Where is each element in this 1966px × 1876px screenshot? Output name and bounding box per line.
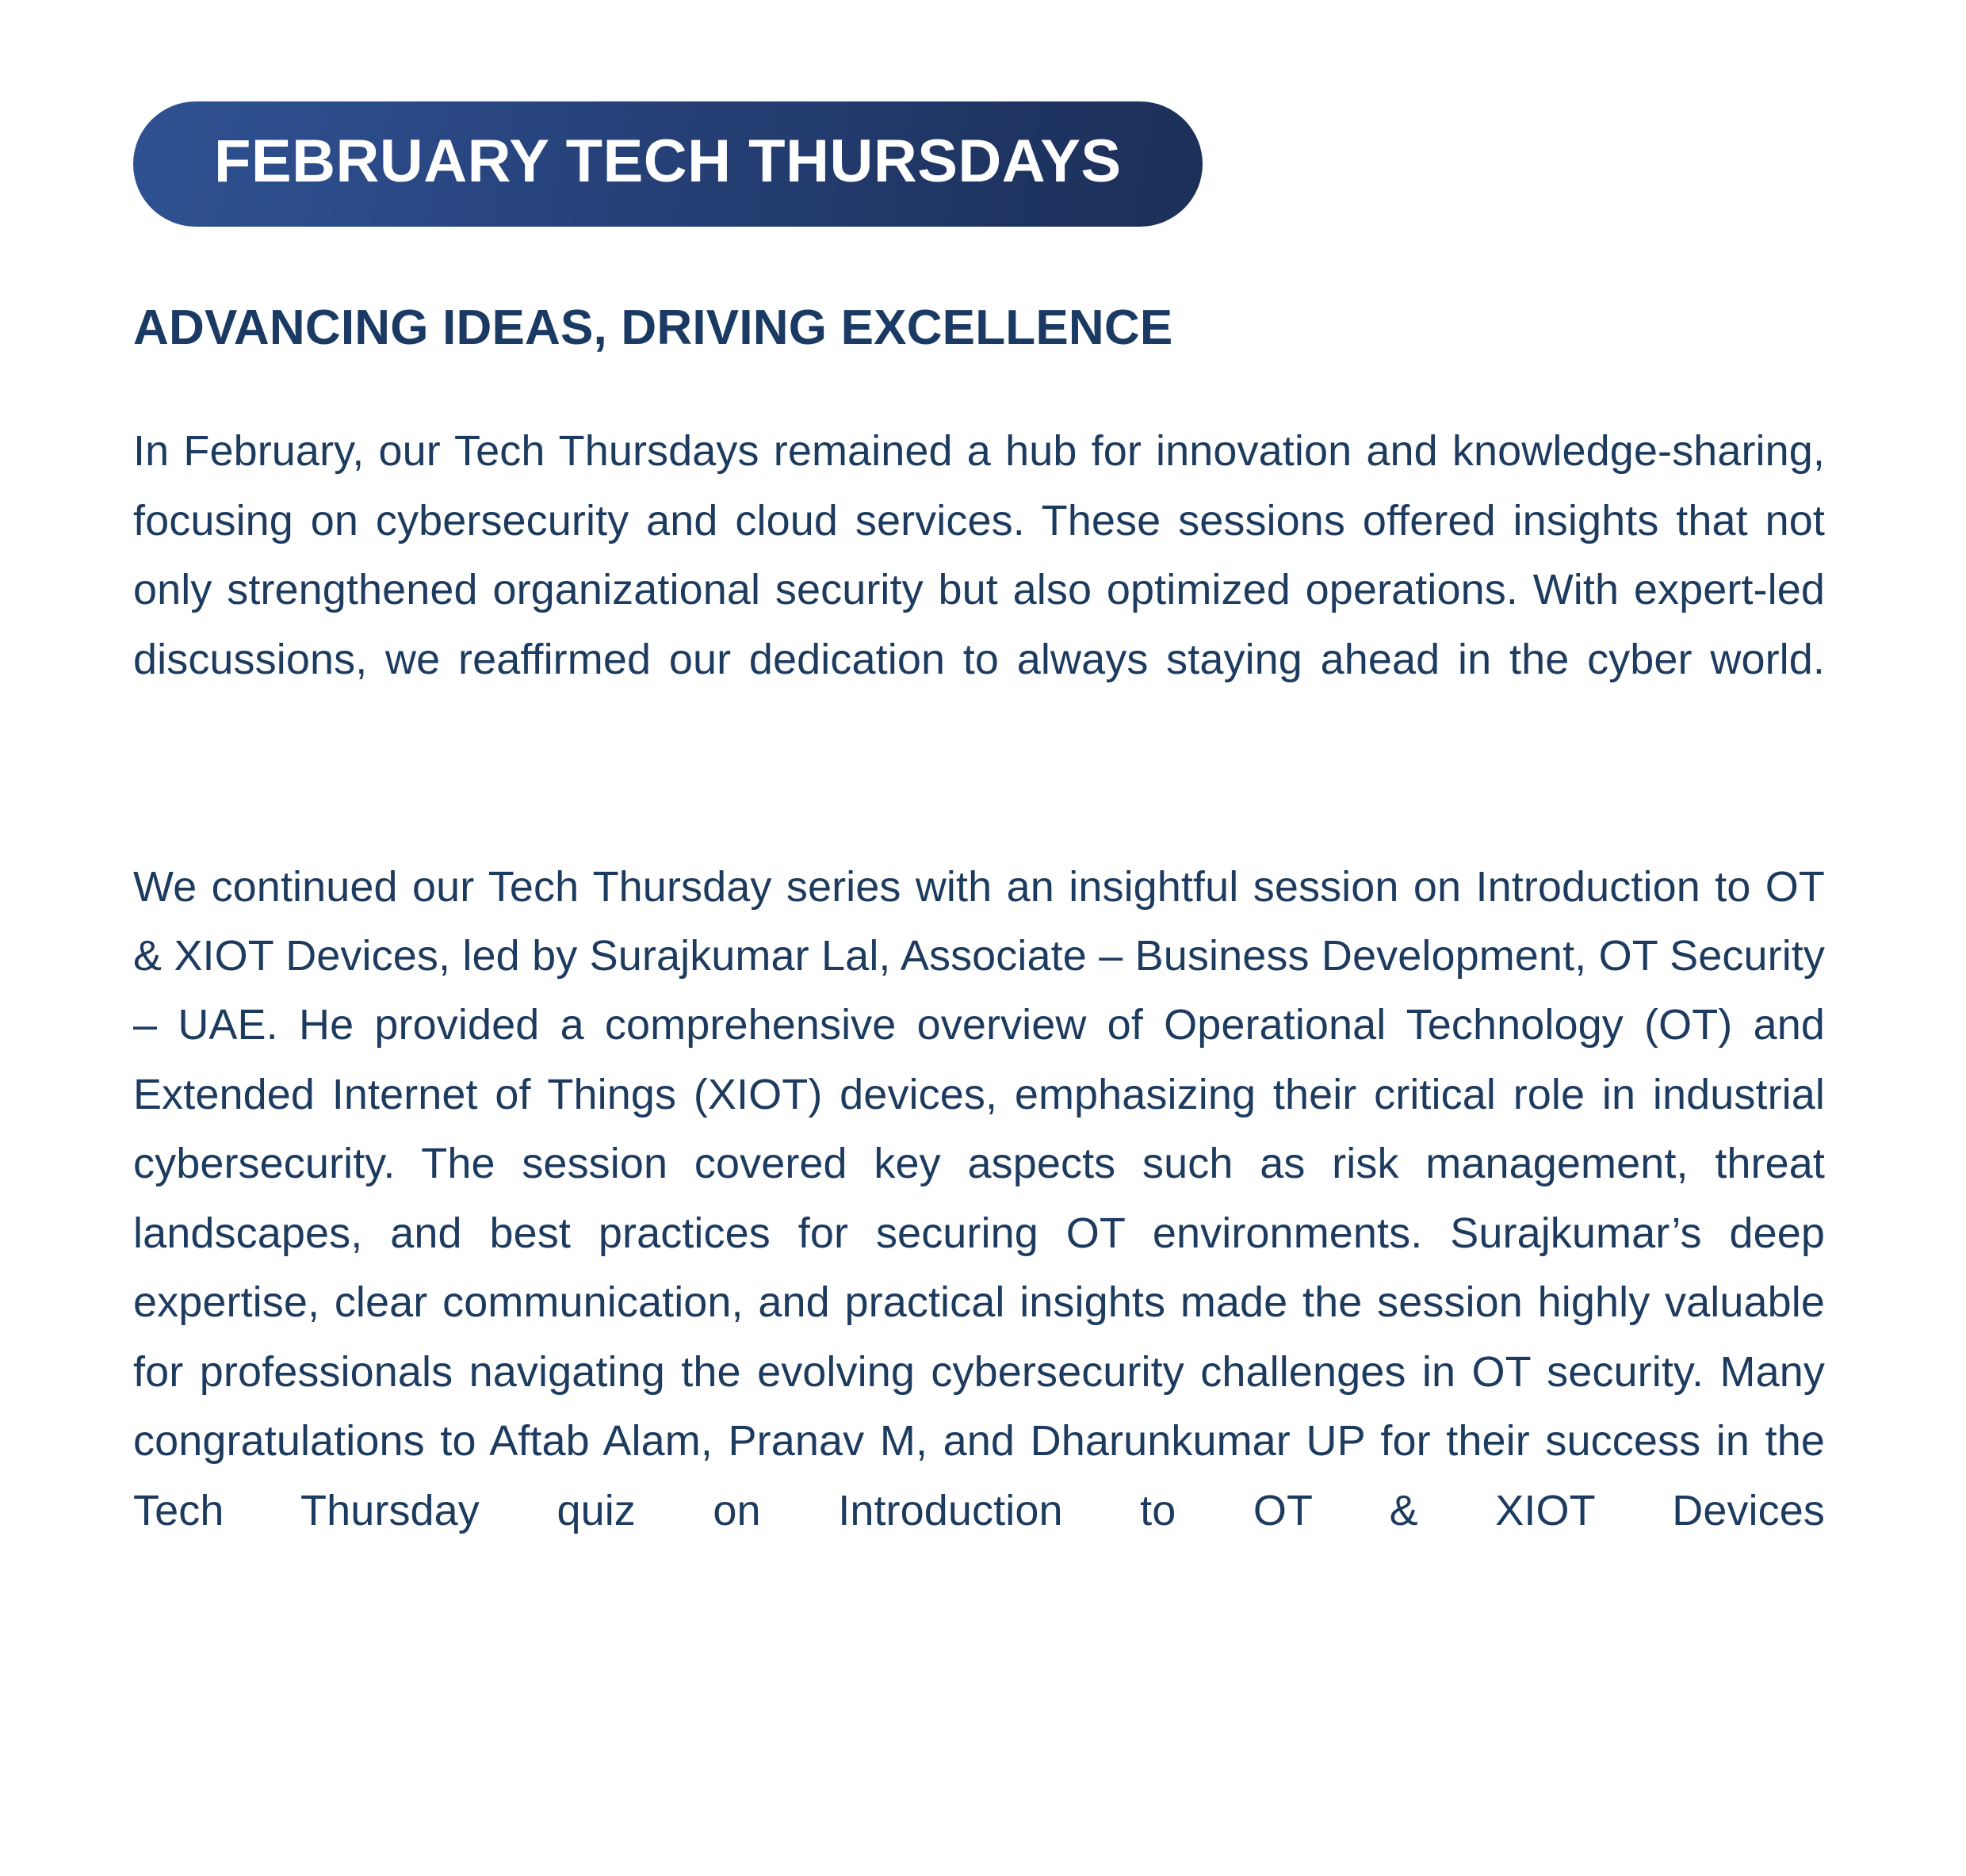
body-paragraph-1: In February, our Tech Thursdays remained a hub for innovation and knowledge-sharing, focusing on cybersecurity and cloud services. These sessions offered insights that not only strengthened organizational security but also optimized operations. With expert-led discussions, we reaffirmed our dedication to always staying ahead in the cyber world. bbox=[133, 427, 1825, 683]
content-column bbox=[133, 0, 1825, 1615]
body-copy bbox=[133, 417, 1825, 1615]
body-paragraph-2: We continued our Tech Thursday series with an insightful session on Introduction to OT & XIOT Devices, led by Surajkumar Lal, Associate – Business Development, OT Security – UAE. He provided a comprehensive overview of Operational Technology (OT) and Extended Internet of Things (XIOT) devices, emphasizing their critical role in industrial cybersecurity. The session covered key aspects such as risk management, threat landscapes, and best practices for securing OT environments. Surajkumar’s deep expertise, clear communication, and practical insights made the session highly valuable for professionals navigating the evolving cybersecurity challenges in OT security. Many congratulations to Aftab Alam, Pranav M, and Dharunkumar UP for their success in the Tech Thursday quiz on Introduction to OT & XIOT Devices bbox=[133, 862, 1825, 1534]
title-badge-label: FEBRUARY TECH THURSDAYS bbox=[214, 128, 1122, 195]
section-heading: ADVANCING IDEAS, DRIVING EXCELLENCE bbox=[133, 300, 1173, 355]
title-badge bbox=[133, 101, 1203, 227]
title-badge-row bbox=[133, 0, 1825, 227]
